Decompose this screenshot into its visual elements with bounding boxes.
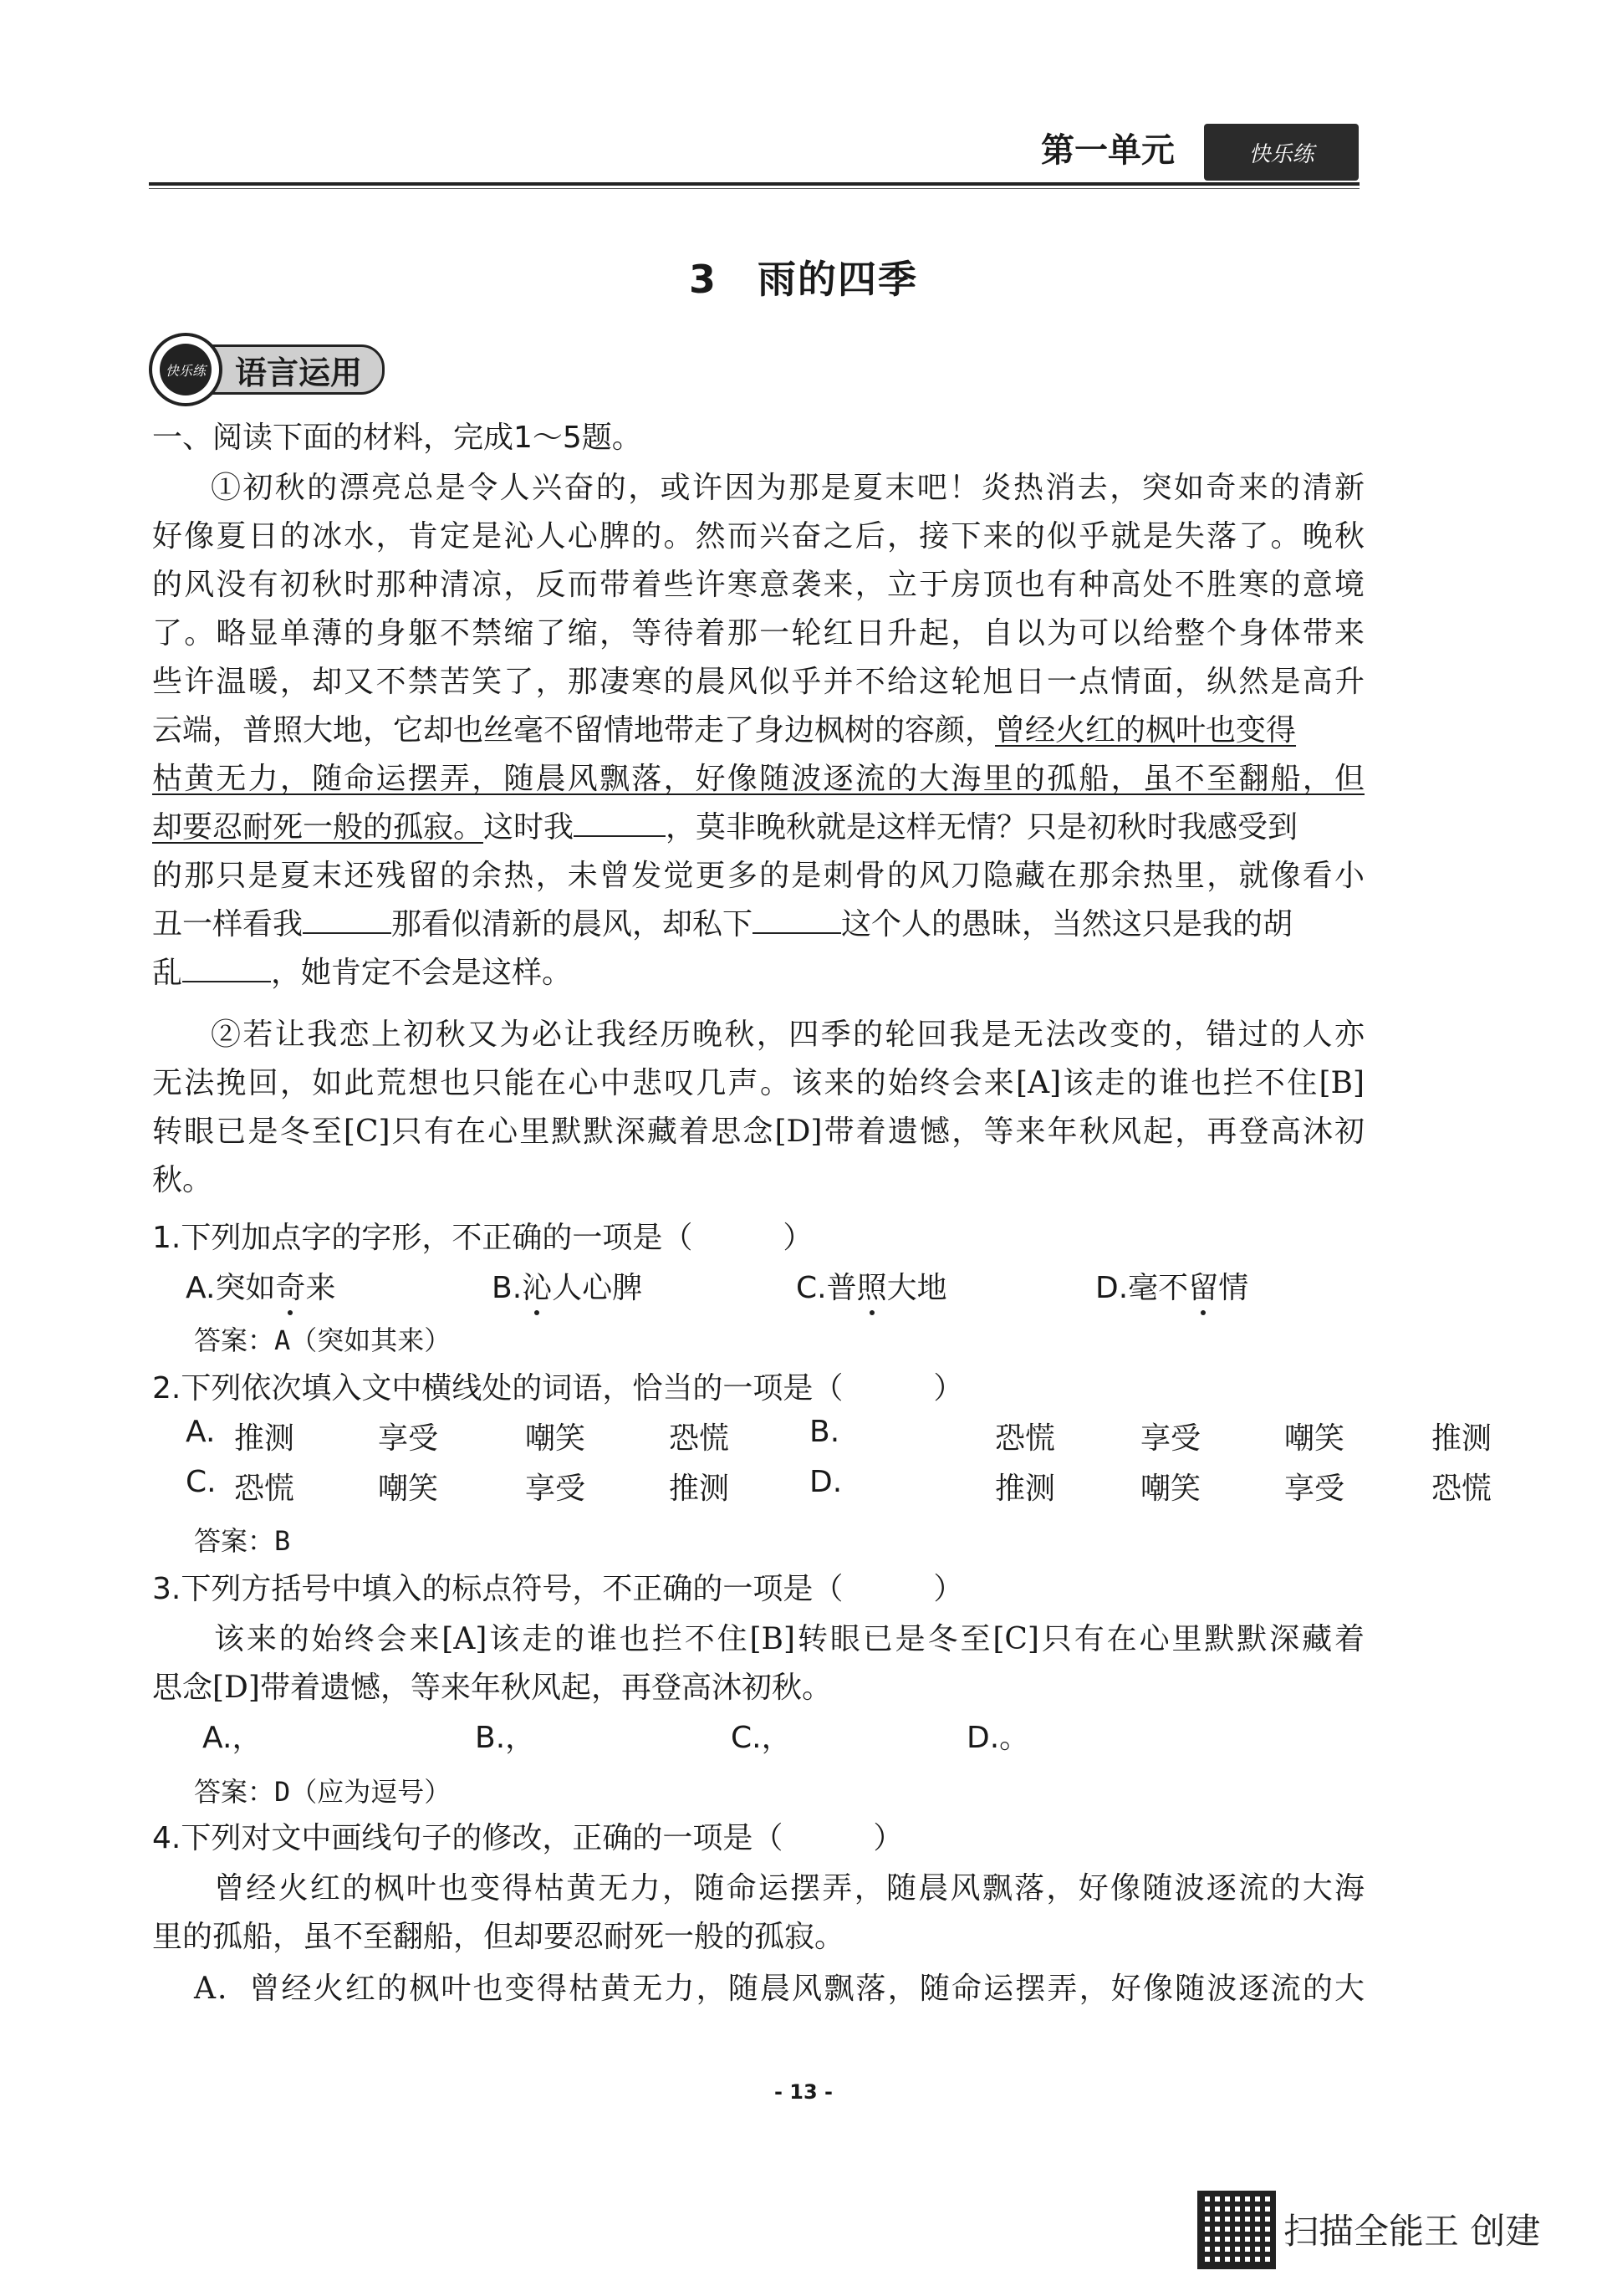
passage-line: 些许温暖，却又不禁苦笑了，那凄寒的晨风似乎并不给这轮旭日一点情面，纵然是高升 xyxy=(152,665,1365,699)
q3-quoted-text: 思念[D]带着遗憾，等来年秋风起，再登高沐初秋。 xyxy=(152,1671,832,1705)
q3-quoted-text: 该来的始终会来[A]该走的谁也拦不住[B]转眼已是冬至[C]只有在心里默默深藏着 xyxy=(214,1622,1365,1656)
question-3-stem: 3.下列方括号中填入的标点符号，不正确的一项是（ ） xyxy=(152,1572,964,1606)
passage-line: ②若让我恋上初秋又为必让我经历晚秋，四季的轮回我是无法改变的，错过的人亦 xyxy=(211,1018,1365,1052)
intro-instruction: 一、阅读下面的材料，完成1～5题。 xyxy=(152,421,642,455)
passage-line: 秋。 xyxy=(152,1163,213,1197)
q4-quoted-text: 曾经火红的枫叶也变得枯黄无力，随命运摆弄，随晨风飘落，好像随波逐流的大海 xyxy=(214,1871,1365,1906)
header-rule-thin xyxy=(149,188,1360,189)
passage-line: 无法挽回，如此荒想也只能在心中悲叹几声。该来的始终会来[A]该走的谁也拦不住[B] xyxy=(152,1066,1365,1100)
underlined-sentence: 却要忍耐死一般的孤寂。 xyxy=(152,810,484,844)
unit-label: 第一单元 xyxy=(1041,131,1175,170)
q3-option-a: A.， xyxy=(202,1721,263,1755)
passage-line: 却要忍耐死一般的孤寂。这时我 ，莫非晚秋就是这样无情？只是初秋时我感受到 xyxy=(152,810,1298,844)
q3-option-b: B.， xyxy=(475,1721,536,1755)
fill-blank xyxy=(182,956,271,982)
passage-line: 的那只是夏末还残留的余热，未曾发觉更多的是刺骨的风刀隐藏在那余热里，就像看小 xyxy=(152,859,1365,893)
underlined-sentence: 曾经火红的枫叶也变得 xyxy=(995,713,1297,747)
q1-option-a: A.突如奇来 xyxy=(186,1271,336,1305)
q4-option-a: A．曾经火红的枫叶也变得枯黄无力，随晨风飘落，随命运摆弄，好像随波逐流的大 xyxy=(194,1972,1365,2006)
q1-option-c: C.普照大地 xyxy=(796,1271,947,1305)
q3-option-d: D.。 xyxy=(967,1721,1030,1755)
qr-code-icon xyxy=(1197,2191,1276,2269)
passage-line: 乱 ，她肯定不会是这样。 xyxy=(152,956,573,990)
passage-line: ①初秋的漂亮总是令人兴奋的，或许因为那是夏末吧！炎热消去，突如奇来的清新 xyxy=(211,471,1365,505)
section-label: 语言运用 xyxy=(207,344,385,395)
q1-option-d: D.毫不留情 xyxy=(1095,1271,1249,1305)
q3-option-c: C.， xyxy=(731,1721,792,1755)
badge-logo-icon: 快乐练 xyxy=(149,333,222,406)
passage-line: 丑一样看我 那看似清新的晨风，却私下 这个人的愚昧，当然这只是我的胡 xyxy=(152,907,1293,941)
passage-line: 了。略显单薄的身躯不禁缩了缩，等待着那一轮红日升起，自以为可以给整个身体带来 xyxy=(152,616,1365,651)
fill-blank xyxy=(574,810,666,837)
page-number: - 13 - xyxy=(773,2080,834,2104)
passage-line: 转眼已是冬至[C]只有在心里默默深藏着思念[D]带着遗憾，等来年秋风起，再登高沐初 xyxy=(152,1115,1365,1149)
passage-line: 好像夏日的冰水，肯定是沁人心脾的。然而兴奋之后，接下来的似乎就是失落了。晚秋 xyxy=(152,519,1365,554)
q4-quoted-text: 里的孤船，虽不至翻船，但却要忍耐死一般的孤寂。 xyxy=(152,1920,845,1954)
question-1-stem: 1.下列加点字的字形，不正确的一项是（ ） xyxy=(152,1221,814,1255)
fill-blank xyxy=(303,907,391,934)
q1-answer: 答案：A（突如其来） xyxy=(194,1324,451,1356)
header-rule xyxy=(149,182,1360,186)
underlined-sentence: 枯黄无力，随命运摆弄，随晨风飘落，好像随波逐流的大海里的孤船，虽不至翻船，但 xyxy=(152,762,1365,796)
q3-answer: 答案：D（应为逗号） xyxy=(194,1776,451,1808)
header-logo: 快乐练 xyxy=(1204,124,1359,181)
scanner-watermark: 扫描全能王 创建 xyxy=(1283,2211,1541,2252)
fill-blank xyxy=(752,907,841,934)
q2-answer: 答案：B xyxy=(194,1525,291,1557)
passage-line: 的风没有初秋时那种清凉，反而带着些许寒意袭来，立于房顶也有种高处不胜寒的意境 xyxy=(152,568,1365,602)
question-4-stem: 4.下列对文中画线句子的修改，正确的一项是（ ） xyxy=(152,1821,904,1855)
section-badge xyxy=(149,343,391,396)
question-2-stem: 2.下列依次填入文中横线处的词语，恰当的一项是（ ） xyxy=(152,1371,964,1406)
passage-line: 云端，普照大地，它却也丝毫不留情地带走了身边枫树的容颜，曾经火红的枫叶也变得 xyxy=(152,713,1297,747)
q1-option-b: B.沁人心脾 xyxy=(492,1271,643,1305)
page-title: 3 雨的四季 xyxy=(688,257,918,302)
